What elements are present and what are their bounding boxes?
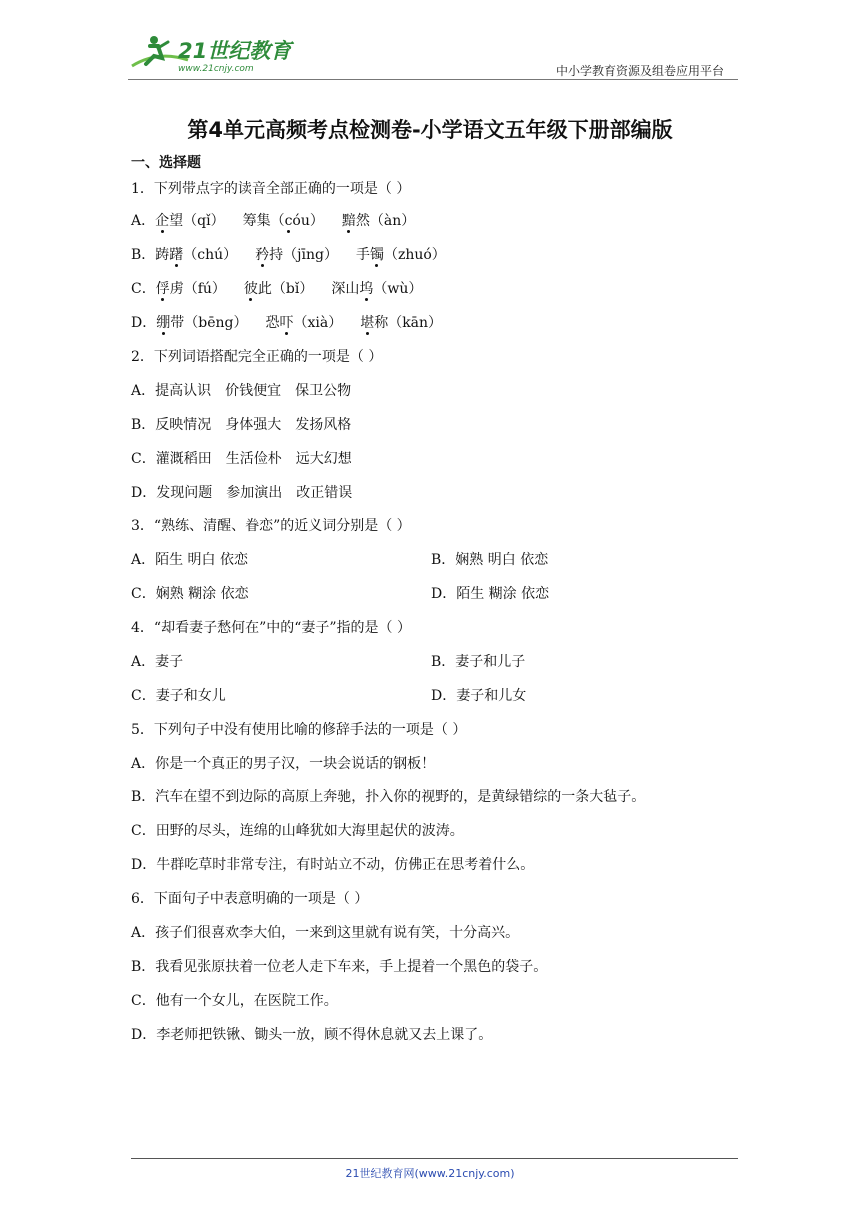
- q5-option-c: C．田野的尽头，连绵的山峰犹如大海里起伏的波涛。: [131, 823, 464, 839]
- q4-option-c: C．妻子和女儿: [131, 688, 226, 704]
- q3-option-d: D．陌生 糊涂 依恋: [431, 586, 550, 602]
- header-platform-text: 中小学教育资源及组卷应用平台: [555, 64, 724, 78]
- q5-option-a: A．你是一个真正的男子汉，一块会说话的钢板！: [131, 756, 436, 772]
- q4-option-b: B．妻子和儿子: [431, 654, 526, 670]
- q6-option-c: C．他有一个女儿，在医院工作。: [131, 993, 338, 1009]
- q4-option-a: A．妻子: [131, 654, 184, 670]
- q5-option-b: B．汽车在望不到边际的高原上奔驰，扑入你的视野的，是黄绿错综的一条大毡子。: [131, 789, 646, 805]
- q1-option-c: C．俘虏（fú） 彼此（bǐ） 深山坞（wù）: [131, 281, 423, 297]
- footer-divider: [131, 1158, 738, 1159]
- q1-option-b: B．踌躇（chú） 矜持（jīng） 手镯（zhuó）: [131, 247, 446, 263]
- q2-option-d: D．发现问题 参加演出 改正错误: [131, 485, 353, 501]
- logo-text: 21世纪教育: [178, 39, 292, 63]
- q2-option-a: A．提高认识 价钱便宜 保卫公物: [131, 383, 352, 399]
- q2-option-b: B．反映情况 身体强大 发扬风格: [131, 417, 352, 433]
- logo-icon: [128, 30, 298, 76]
- section-heading: 一、选择题: [131, 155, 201, 171]
- question-2-stem: 2．下列词语搭配完全正确的一项是（ ）: [131, 349, 383, 365]
- q6-option-a: A．孩子们很喜欢李大伯，一来到这里就有说有笑，十分高兴。: [131, 925, 520, 941]
- q3-option-a: A．陌生 明白 依恋: [131, 552, 249, 568]
- q6-option-d: D．李老师把铁锹、锄头一放，顾不得休息就又去上课了。: [131, 1027, 493, 1043]
- q1-option-d: D．绷带（bēng） 恐吓（xià） 堪称（kān）: [131, 315, 443, 331]
- q3-row-2: [131, 584, 550, 604]
- q5-option-d: D．牛群吃草时非常专注，有时站立不动，仿佛正在思考着什么。: [131, 857, 535, 873]
- q3-option-c: C．娴熟 糊涂 依恋: [131, 586, 249, 602]
- question-3-stem: 3．“熟练、清醒、眷恋”的近义词分别是（ ）: [131, 518, 411, 534]
- question-1-stem: 1．下列带点字的读音全部正确的一项是（ ）: [131, 181, 411, 197]
- q1-option-a: A．企望（qǐ） 筹集（cóu） 黯然（àn）: [131, 213, 416, 229]
- question-5-stem: 5．下列句子中没有使用比喻的修辞手法的一项是（ ）: [131, 722, 467, 738]
- q4-row-1: [131, 652, 526, 672]
- q6-option-b: B．我看见张原扶着一位老人走下车来，手上提着一个黑色的袋子。: [131, 959, 548, 975]
- page-header: [128, 30, 738, 78]
- header-divider: [128, 79, 738, 80]
- q4-option-d: D．妻子和儿女: [431, 688, 527, 704]
- q4-row-2: [131, 686, 527, 706]
- q3-row-1: [131, 550, 549, 570]
- question-6-stem: 6．下面句子中表意明确的一项是（ ）: [131, 891, 369, 907]
- q3-option-b: B．娴熟 明白 依恋: [431, 552, 549, 568]
- logo-url-text: www.21cnjy.com: [178, 64, 254, 74]
- page-title: 第4单元高频考点检测卷-小学语文五年级下册部编版: [187, 118, 673, 142]
- footer-text: 21世纪教育网(www.21cnjy.com): [345, 1167, 515, 1180]
- q2-option-c: C．灌溉稻田 生活俭朴 远大幻想: [131, 451, 352, 467]
- question-4-stem: 4．“却看妻子愁何在”中的“妻子”指的是（ ）: [131, 620, 411, 636]
